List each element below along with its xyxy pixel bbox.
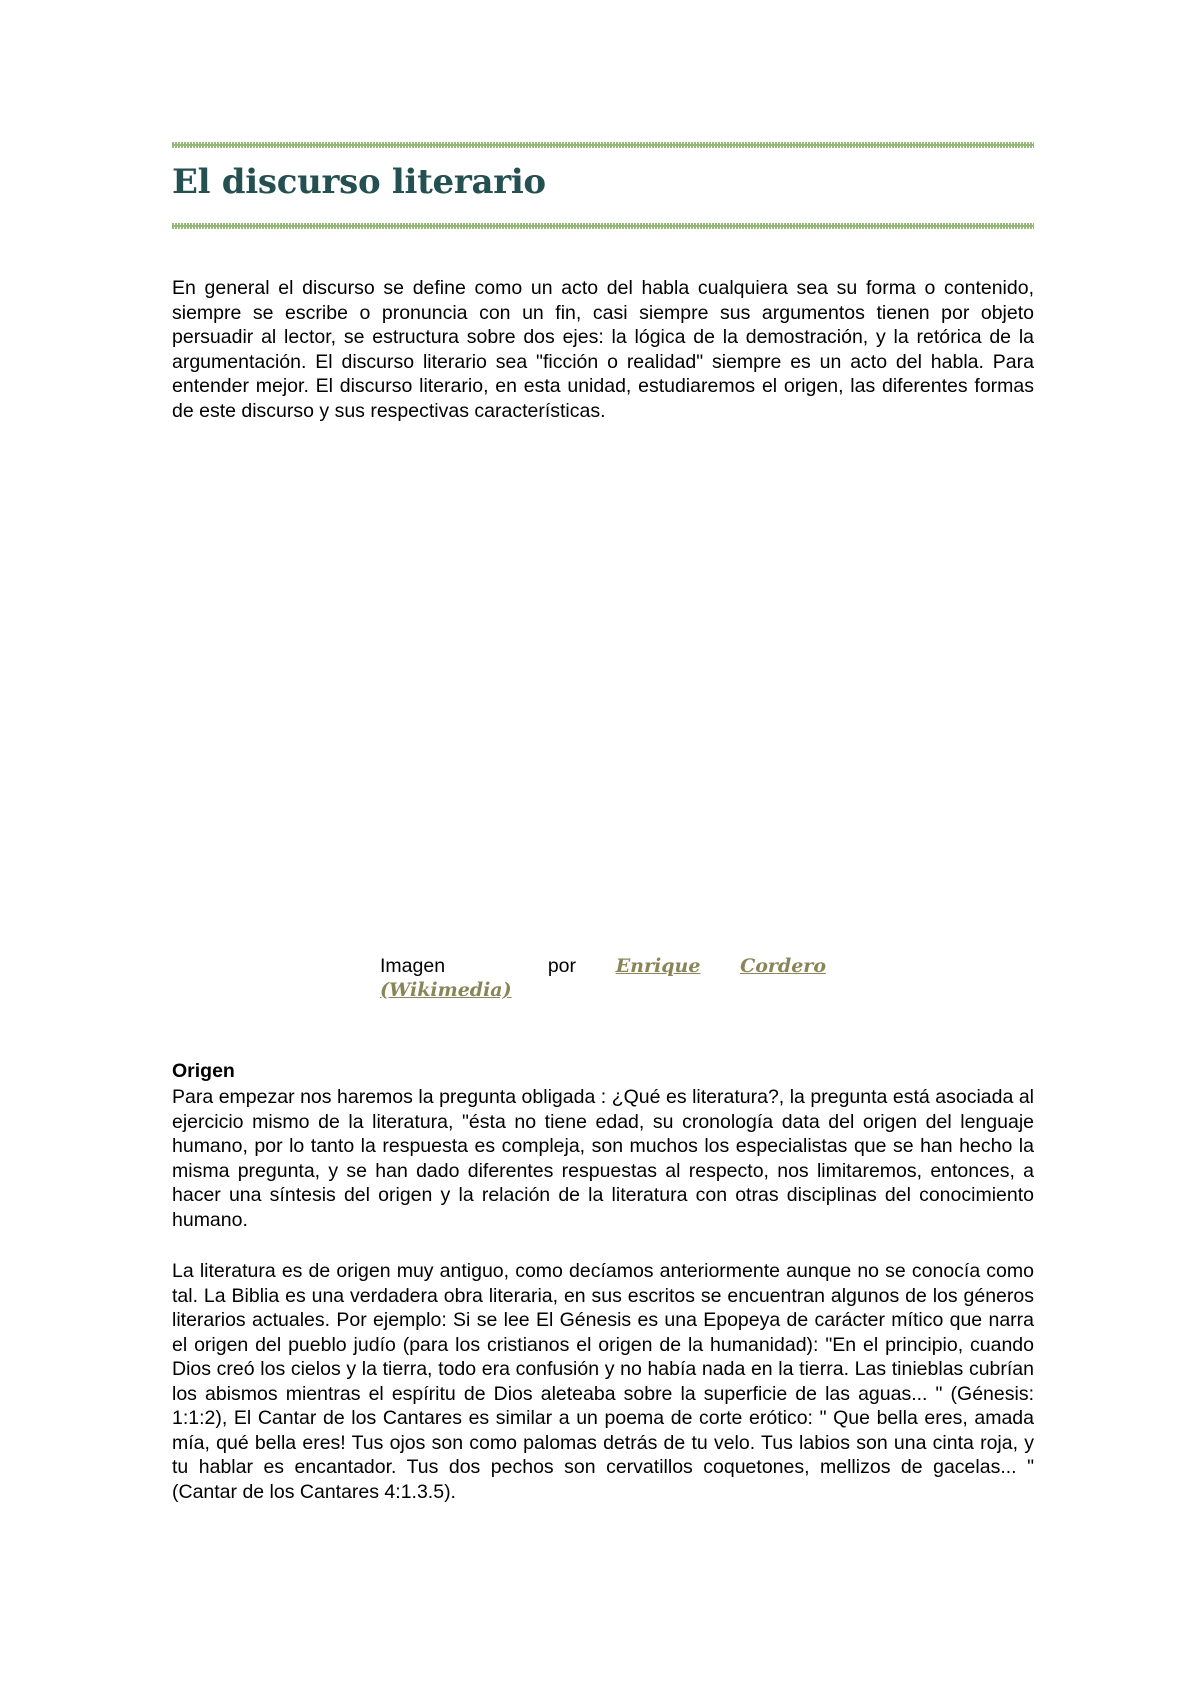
source-link[interactable]: (Wikimedia)	[380, 979, 512, 1001]
image-caption	[380, 954, 826, 1002]
caption-prefix: Imagen	[380, 955, 446, 977]
top-divider	[172, 142, 1034, 148]
intro-paragraph: En general el discurso se define como un acto del habla cualquiera sea su forma o contenido, siempre se escribe o pronuncia con un fin, casi siempre sus argumentos tienen por objeto persuadir al lector, se estructura sobre dos ejes: la lógica de la demostración, y la retórica de la argumentación. El discurso literario sea "ficción o realidad" siempre es un acto del habla. Para entender mejor. El discurso literario, en esta unidad, estudiaremos el origen, las diferentes formas de este discurso y sus respectivas características.	[172, 277, 1034, 422]
caption-by: por	[547, 955, 576, 977]
page-title: El discurso literario	[172, 162, 546, 202]
origin-paragraph-1: Para empezar nos haremos la pregunta obligada : ¿Qué es literatura?, la pregunta está asociada al ejercicio mismo de la literatura, "ésta no tiene edad, su cronología data del origen del lenguaje humano, por lo tanto la respuesta es compleja, son muchos los especialistas que se han hecho la misma pregunta, y se han dado diferentes respuestas al respecto, nos limitaremos, entonces, a hacer una síntesis del origen y la relación de la literatura con otras disciplinas del conocimiento humano.	[172, 1086, 1034, 1231]
bottom-divider	[172, 223, 1034, 229]
section-heading-origen: Origen	[172, 1060, 235, 1082]
author-link-last[interactable]: Cordero	[740, 955, 826, 977]
origin-paragraph-2: La literatura es de origen muy antiguo, como decíamos anteriormente aunque no se conocía como tal. La Biblia es una verdadera obra literaria, en sus escritos se encuentran algunos de los géneros literarios actuales. Por ejemplo: Si se lee El Génesis es una Epopeya de carácter mítico que narra el origen del pueblo judío (para los cristianos el origen de la humanidad): "En el principio, cuando Dios creó los cielos y la tierra, todo era confusión y no había nada en la tierra. Las tinieblas cubrían los abismos mientras el espíritu de Dios aleteaba sobre la superficie de las aguas... " (Génesis: 1:1:2), El Cantar de los Cantares es similar a un poema de corte erótico: " Que bella eres, amada mía, qué bella eres! Tus ojos son como palomas detrás de tu velo. Tus labios son una cinta roja, y tu hablar es encantador. Tus dos pechos son cervatillos coquetones, mellizos de gacelas... " (Cantar de los Cantares 4:1.3.5).	[172, 1260, 1034, 1503]
author-link-first[interactable]: Enrique	[615, 955, 701, 977]
